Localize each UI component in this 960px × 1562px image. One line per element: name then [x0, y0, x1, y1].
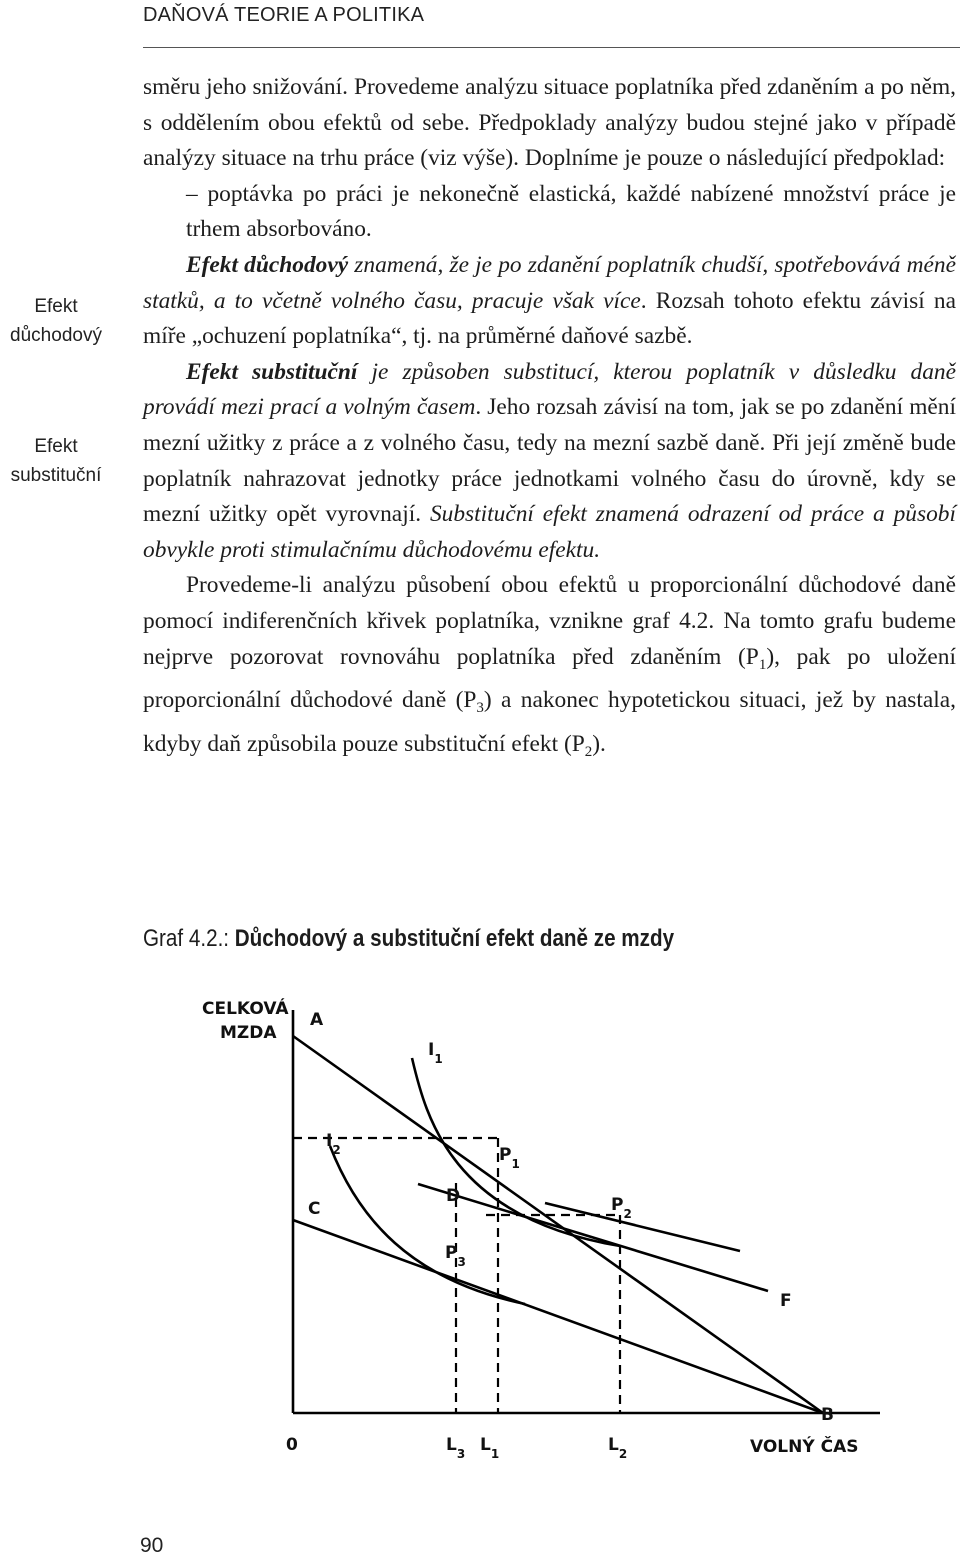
substitution-effect-definition: je způsoben substitucí, kterou poplatník v důsledku daně provádí mezi prací a volným časem — [143, 358, 956, 421]
point-d-label: D — [446, 1186, 461, 1206]
paragraph-graph-intro — [143, 568, 956, 770]
subscript: 2 — [584, 743, 593, 760]
point-b-label: B — [821, 1405, 834, 1425]
term-substitution-effect: Efekt substituční — [186, 358, 358, 385]
assumption-text: poptávka po práci je nekonečně elastická, každé nabízené množství práce je trhem absorbováno. — [186, 180, 957, 243]
point-c-label: C — [308, 1199, 321, 1219]
indifference-curve-i1 — [412, 1058, 620, 1246]
point-p2-label: $P_2$ — [611, 1195, 632, 1221]
margin-note-line: Efekt — [34, 436, 78, 457]
paragraph-income-effect — [143, 248, 956, 355]
graph-intro-text: Provedeme-li analýzu působení obou efektů u proporcionální důchodové daně pomocí indiferenčních křivek poplatníka, vznikne graf 4.2. Na tomto grafu budeme nejprve pozorovat rovnováhu poplatníka před zdaněním (P — [143, 572, 956, 670]
tick-l1-label: $L_1$ — [480, 1435, 500, 1461]
y-axis-label: CELKOVÁ — [202, 999, 289, 1019]
origin-label: 0 — [286, 1435, 298, 1455]
margin-note-income-effect — [0, 292, 112, 350]
graph-intro-text: ). — [592, 730, 606, 757]
graph-intro-text: ) a nakonec hypotetickou situaci, jež by nastala, kdyby daň způsobila pouze substituční efekt (P — [143, 687, 956, 757]
margin-note-line: důchodový — [10, 325, 102, 346]
line-df — [418, 1184, 768, 1291]
budget-line-cb — [293, 1220, 823, 1413]
income-effect-definition: znamená, že je po zdanění poplatník chudší, spotřebovává méně statků, a to včetně volného času, pracuje však více — [143, 251, 956, 314]
income-effect-rest: . Rozsah tohoto efektu závisí na míře „ochuzení poplatníka“, tj. na průměrné daňové sazbě. — [143, 287, 956, 350]
tangent-line-p2 — [545, 1203, 740, 1251]
income-substitution-graph — [190, 988, 890, 1478]
y-axis-label: MZDA — [220, 1023, 277, 1043]
running-header: DAŇOVÁ TEORIE A POLITIKA — [143, 4, 425, 26]
header-rule — [143, 47, 960, 48]
budget-line-ab — [293, 1036, 823, 1413]
point-a-label: A — [310, 1010, 324, 1030]
point-p3-label: $P_3$ — [445, 1243, 466, 1269]
caption-title: Důchodový a substituční efekt daně ze mzdy — [234, 925, 675, 952]
margin-note-substitution-effect — [0, 432, 112, 490]
point-f-label: F — [780, 1291, 792, 1311]
substitution-effect-rest: . Jeho rozsah závisí na tom, jak se po zdanění mění mezní užitky z práce a z volného času, tedy na mezní sazbě daně. Při její změně bude poplatník nahrazovat jednotky práce jednotkami volného času do úrovně, kdy se mezní užitky opět vyrovnají. — [143, 394, 956, 528]
graph-intro-text: ), pak po uložení proporcionální důchodové daně (P — [143, 643, 956, 714]
assumption-item — [143, 177, 956, 248]
indifference-curve-i2 — [330, 1146, 525, 1304]
x-axis-label: VOLNÝ ČAS — [750, 1437, 859, 1457]
term-income-effect: Efekt důchodový — [186, 251, 349, 278]
point-p1-label: $P_1$ — [499, 1145, 520, 1171]
tick-l2-label: $L_2$ — [608, 1435, 628, 1461]
curve-i1-label: $I_1$ — [428, 1040, 443, 1066]
substitution-effect-conclusion: Substituční efekt znamená odrazení od práce a působí obvykle proti stimulačnímu důchodovému efektu. — [143, 501, 956, 563]
page-number: 90 — [140, 1534, 164, 1557]
tick-l3-label: $L_3$ — [446, 1435, 466, 1461]
subscript: 1 — [758, 656, 767, 673]
subscript: 3 — [476, 700, 484, 717]
caption-prefix: Graf 4.2.: — [143, 925, 235, 952]
figure-caption — [143, 925, 674, 953]
dash-marker: – — [186, 180, 198, 207]
paragraph-1 — [143, 70, 956, 177]
curve-i2-label: $I_2$ — [326, 1131, 341, 1157]
margin-note-line: Efekt — [34, 296, 78, 317]
paragraph-substitution-effect — [143, 355, 956, 569]
body-text — [143, 70, 956, 770]
paragraph-1-text: směru jeho snižování. Provedeme analýzu situace poplatníka před zdaněním a po něm, s oddělením obou efektů od sebe. Předpoklady analýzy budou stejné jako v případě analýzy situace na trhu práce (viz výše). Doplníme je pouze o následující předpoklad: — [143, 74, 956, 172]
margin-note-line: substituční — [10, 465, 102, 486]
